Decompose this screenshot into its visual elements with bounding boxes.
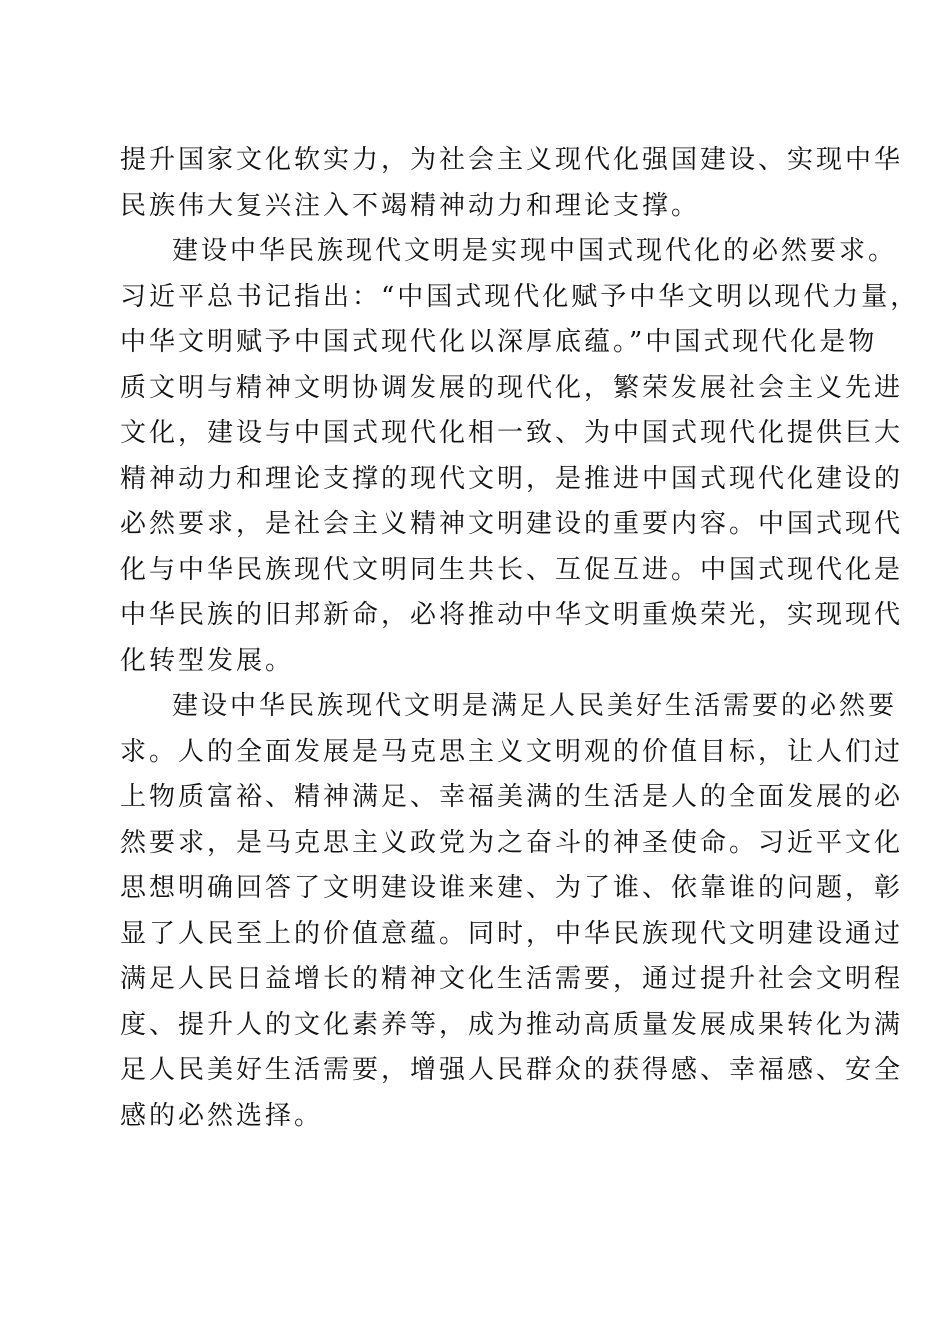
- document-body: [120, 138, 920, 1139]
- paragraph-line: 建设中华民族现代文明是实现中国式现代化的必然要求。: [172, 236, 898, 266]
- paragraph-line: 求。人的全面发展是马克思主义文明观的价值目标，让人们过: [120, 736, 904, 767]
- paragraph-line: 质文明与精神文明协调发展的现代化，繁荣发展社会主义先进: [120, 372, 904, 403]
- paragraph-line: 提升国家文化软实力，为社会主义现代化强国建设、实现中华: [120, 145, 904, 175]
- paragraph-line: 然要求，是马克思主义政党为之奋斗的神圣使命。习近平文化: [120, 827, 904, 858]
- paragraph-line: 必然要求，是社会主义精神文明建设的重要内容。中国式现代: [120, 509, 904, 539]
- paragraph-3: [120, 684, 904, 1139]
- paragraph-line: 建设中华民族现代文明是满足人民美好生活需要的必然要: [172, 691, 898, 721]
- paragraph-line: 满足人民日益增长的精神文化生活需要，通过提升社会文明程: [120, 964, 904, 994]
- paragraph-line: 足人民美好生活需要，增强人民群众的获得感、幸福感、安全: [120, 1055, 904, 1085]
- paragraph-line: 化与中华民族现代文明同生共长、互促互进。中国式现代化是: [120, 554, 904, 585]
- paragraph-line: 文化，建设与中国式现代化相一致、为中国式现代化提供巨大: [120, 418, 904, 448]
- paragraph-line: 中华民族的旧邦新命，必将推动中华文明重焕荣光，实现现代: [120, 600, 904, 630]
- paragraph-line: 上物质富裕、精神满足、幸福美满的生活是人的全面发展的必: [120, 782, 904, 812]
- paragraph-line: 显了人民至上的价值意蕴。同时，中华民族现代文明建设通过: [120, 918, 904, 949]
- paragraph-line: 感的必然选择。: [120, 1100, 324, 1131]
- paragraph-line: 思想明确回答了文明建设谁来建、为了谁、依靠谁的问题，彰: [120, 873, 904, 903]
- paragraph-line: 中华文明赋予中国式现代化以深厚底蕴。”中国式现代化是物: [120, 327, 878, 357]
- paragraph-line: 精神动力和理论支撑的现代文明，是推进中国式现代化建设的: [120, 463, 904, 494]
- paragraph-line: 习近平总书记指出：“中国式现代化赋予中华文明以现代力量，: [120, 281, 920, 312]
- paragraph-line: 度、提升人的文化素养等，成为推动高质量发展成果转化为满: [120, 1009, 904, 1040]
- paragraph-2: [120, 229, 920, 684]
- paragraph-line: 民族伟大复兴注入不竭精神动力和理论支撑。: [120, 190, 701, 221]
- paragraph-line: 化转型发展。: [120, 645, 295, 676]
- paragraph-1: [120, 138, 904, 229]
